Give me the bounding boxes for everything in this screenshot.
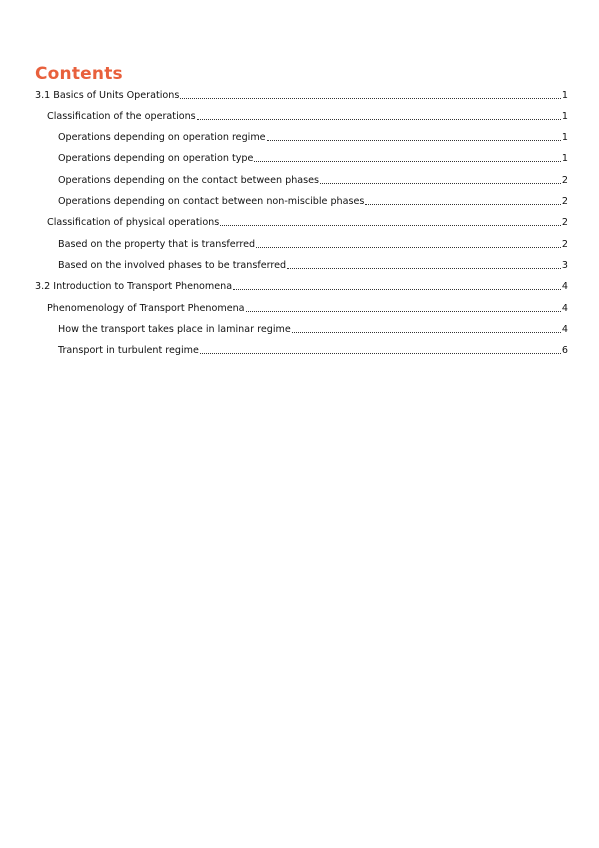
toc-entry-text: Operations depending on contact between non-miscible phases bbox=[58, 196, 365, 207]
toc-entry[interactable] bbox=[58, 151, 568, 165]
toc-page-number: 4 bbox=[561, 303, 568, 314]
toc-leader-dots bbox=[287, 268, 561, 269]
toc-leader-dots bbox=[233, 289, 561, 290]
toc-page-number: 1 bbox=[561, 132, 568, 143]
toc-entry-text: Operations depending on operation type bbox=[58, 153, 254, 164]
toc-entry-text: Classification of physical operations bbox=[47, 217, 220, 228]
toc-page-number: 6 bbox=[561, 345, 568, 356]
toc-page-number: 1 bbox=[561, 111, 568, 122]
toc-page-number: 2 bbox=[561, 175, 568, 186]
toc-leader-dots bbox=[200, 353, 561, 354]
toc-entry-text: Operations depending on operation regime bbox=[58, 132, 266, 143]
toc-leader-dots bbox=[256, 247, 561, 248]
toc-page-number: 2 bbox=[561, 217, 568, 228]
toc-page-number: 2 bbox=[561, 196, 568, 207]
toc-leader-dots bbox=[246, 311, 561, 312]
toc-entry-text: Based on the property that is transferred bbox=[58, 239, 256, 250]
toc-entry-text: 3.2 Introduction to Transport Phenomena bbox=[35, 281, 233, 292]
toc-leader-dots bbox=[220, 225, 561, 226]
toc-entry-text: Operations depending on the contact between phases bbox=[58, 175, 320, 186]
toc-entry-text: How the transport takes place in laminar regime bbox=[58, 324, 291, 335]
toc-entry[interactable] bbox=[35, 88, 568, 102]
toc-entry-text: Based on the involved phases to be transferred bbox=[58, 260, 287, 271]
toc-leader-dots bbox=[180, 98, 561, 99]
toc-entry[interactable] bbox=[58, 194, 568, 208]
toc-leader-dots bbox=[365, 204, 560, 205]
toc-leader-dots bbox=[267, 140, 561, 141]
toc-title: Contents bbox=[35, 64, 123, 84]
toc-leader-dots bbox=[197, 119, 561, 120]
toc-entry-text: Transport in turbulent regime bbox=[58, 345, 199, 356]
toc-page-number: 4 bbox=[561, 324, 568, 335]
toc-leader-dots bbox=[292, 332, 561, 333]
toc-entry[interactable] bbox=[58, 258, 568, 272]
toc-entry[interactable] bbox=[58, 130, 568, 144]
toc-entry-text: Phenomenology of Transport Phenomena bbox=[47, 303, 245, 314]
toc-page-number: 1 bbox=[561, 90, 568, 101]
toc-entry-text: Classification of the operations bbox=[47, 111, 196, 122]
toc-page-number: 3 bbox=[561, 260, 568, 271]
toc-page-number: 2 bbox=[561, 239, 568, 250]
toc-entry[interactable] bbox=[58, 343, 568, 357]
toc-entry[interactable] bbox=[35, 279, 568, 293]
toc-entry-text: 3.1 Basics of Units Operations bbox=[35, 90, 180, 101]
toc-entry[interactable] bbox=[47, 215, 568, 229]
toc-entry[interactable] bbox=[47, 109, 568, 123]
toc-entry[interactable] bbox=[58, 173, 568, 187]
toc-entry[interactable] bbox=[47, 301, 568, 315]
toc-leader-dots bbox=[320, 183, 561, 184]
toc-page-number: 4 bbox=[561, 281, 568, 292]
toc-page-number: 1 bbox=[561, 153, 568, 164]
toc-entry[interactable] bbox=[58, 237, 568, 251]
toc-leader-dots bbox=[254, 161, 561, 162]
toc-entry[interactable] bbox=[58, 322, 568, 336]
